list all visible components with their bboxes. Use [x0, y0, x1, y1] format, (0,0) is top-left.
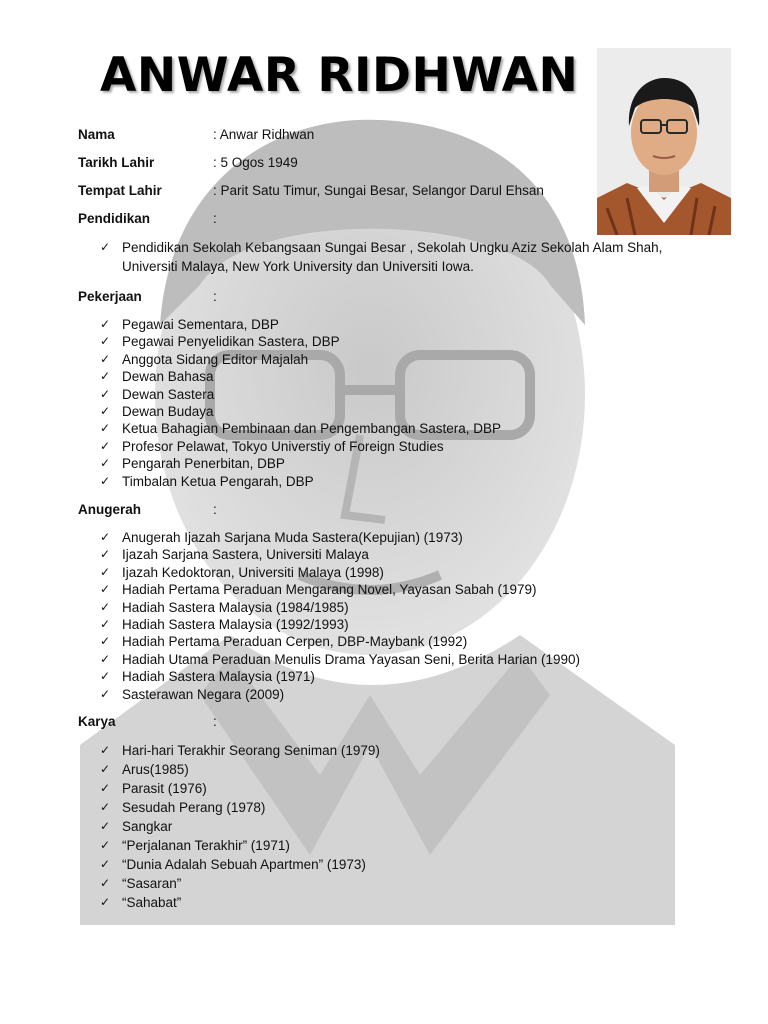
page-title: ANWAR RIDHWAN [100, 48, 579, 103]
check-icon: ✓ [100, 564, 111, 579]
list-item: ✓ Pengarah Penerbitan, DBP [100, 456, 285, 472]
field-value: : Anwar Ridhwan [213, 127, 315, 142]
list-item: ✓ Pegawai Penyelidikan Sastera, DBP [100, 334, 340, 350]
list-item: ✓ Sesudah Perang (1978) [100, 800, 266, 815]
check-icon: ✓ [100, 404, 111, 419]
list-item: ✓ Hari-hari Terakhir Seorang Seniman (1979) [100, 743, 380, 758]
check-icon: ✓ [100, 317, 111, 331]
check-icon: ✓ [100, 351, 111, 366]
list-item: ✓ Timbalan Ketua Pengarah, DBP [100, 473, 314, 489]
section-colon: : [213, 289, 217, 304]
list-item: ✓ Ijazah Sarjana Sastera, Universiti Malaya [100, 547, 369, 563]
list-item: ✓ Hadiah Utama Peraduan Menulis Drama Yayasan Seni, Berita Harian (1990) [100, 651, 580, 667]
list-item: ✓ Hadiah Pertama Peraduan Mengarang Novel, Yayasan Sabah (1979) [100, 582, 537, 598]
list-item: ✓ Profesor Pelawat, Tokyo Universtiy of Foreign Studies [100, 438, 444, 454]
list-pekerjaan [100, 316, 501, 490]
check-icon: ✓ [100, 456, 111, 471]
check-icon: ✓ [100, 240, 111, 254]
section-heading-pekerjaan [78, 288, 217, 306]
section-label: Anugerah [78, 502, 142, 517]
list-item: ✓ Hadiah Sastera Malaysia (1971) [100, 669, 315, 685]
list-item: ✓ Dewan Budaya [100, 404, 214, 420]
list-item: ✓ Anugerah Ijazah Sarjana Muda Sastera(Kepujian) (1973) [100, 530, 463, 545]
section-colon: : [213, 502, 217, 517]
profile-row-nama [78, 126, 314, 144]
list-item: ✓ Dewan Sastera [100, 386, 215, 402]
check-icon: ✓ [100, 876, 111, 890]
check-icon: ✓ [100, 686, 111, 701]
list-item: ✓ Sasterawan Negara (2009) [100, 686, 285, 702]
section-colon: : [213, 714, 217, 729]
section-label: Pekerjaan [78, 289, 142, 304]
section-heading-pendidikan [78, 210, 217, 228]
check-icon: ✓ [100, 473, 111, 488]
section-heading-anugerah [78, 501, 217, 519]
field-label: Nama [78, 127, 115, 142]
list-item: ✓ Arus(1985) [100, 762, 189, 777]
check-icon: ✓ [100, 743, 111, 757]
list-item: ✓ Sangkar [100, 819, 173, 834]
section-heading-karya [78, 713, 217, 731]
check-icon: ✓ [100, 651, 111, 666]
check-icon: ✓ [100, 857, 111, 871]
list-item: ✓ “Sasaran” [100, 876, 182, 891]
field-value: : 5 Ogos 1949 [213, 155, 298, 170]
check-icon: ✓ [100, 781, 111, 795]
check-icon: ✓ [100, 617, 111, 632]
check-icon: ✓ [100, 838, 111, 852]
field-label: Tempat Lahir [78, 183, 162, 198]
check-icon: ✓ [100, 800, 111, 814]
field-value: : Parit Satu Timur, Sungai Besar, Selangor Darul Ehsan [213, 183, 544, 198]
list-item: ✓ Hadiah Sastera Malaysia (1984/1985) [100, 599, 349, 615]
section-label: Pendidikan [78, 211, 151, 226]
list-karya [100, 741, 380, 912]
list-pendidikan [100, 238, 702, 276]
check-icon: ✓ [100, 530, 111, 544]
list-item: ✓ Parasit (1976) [100, 781, 207, 796]
list-item: ✓ Pegawai Sementara, DBP [100, 317, 279, 332]
list-item: ✓ Ijazah Kedoktoran, Universiti Malaya (1998) [100, 564, 384, 580]
field-label: Tarikh Lahir [78, 155, 155, 170]
check-icon: ✓ [100, 547, 111, 562]
list-item: ✓ Pendidikan Sekolah Kebangsaan Sungai Besar , Sekolah Ungku Aziz Sekolah Alam Shah, Universiti Malaya, New York University dan Universiti Iowa. [100, 240, 663, 274]
list-item: ✓ Hadiah Sastera Malaysia (1992/1993) [100, 617, 349, 633]
check-icon: ✓ [100, 582, 111, 597]
check-icon: ✓ [100, 438, 111, 453]
check-icon: ✓ [100, 762, 111, 776]
list-item: ✓ Hadiah Pertama Peraduan Cerpen, DBP-Maybank (1992) [100, 634, 468, 650]
section-label: Karya [78, 714, 116, 729]
profile-row-tarikh-lahir [78, 154, 298, 172]
profile-row-tempat-lahir [78, 182, 544, 200]
check-icon: ✓ [100, 369, 111, 384]
section-colon: : [213, 211, 217, 226]
list-anugerah [100, 529, 580, 703]
list-item: ✓ Ketua Bahagian Pembinaan dan Pengembangan Sastera, DBP [100, 421, 502, 437]
list-item: ✓ Dewan Bahasa [100, 369, 214, 385]
check-icon: ✓ [100, 421, 111, 436]
check-icon: ✓ [100, 634, 111, 649]
check-icon: ✓ [100, 386, 111, 401]
check-icon: ✓ [100, 599, 111, 614]
check-icon: ✓ [100, 819, 111, 833]
list-item: ✓ Anggota Sidang Editor Majalah [100, 351, 309, 367]
check-icon: ✓ [100, 334, 111, 349]
list-item: ✓ “Perjalanan Terakhir” (1971) [100, 838, 290, 853]
check-icon: ✓ [100, 669, 111, 684]
check-icon: ✓ [100, 895, 111, 909]
portrait-photo [597, 48, 731, 235]
list-item: ✓ “Sahabat” [100, 895, 182, 910]
list-item: ✓ “Dunia Adalah Sebuah Apartmen” (1973) [100, 857, 366, 872]
